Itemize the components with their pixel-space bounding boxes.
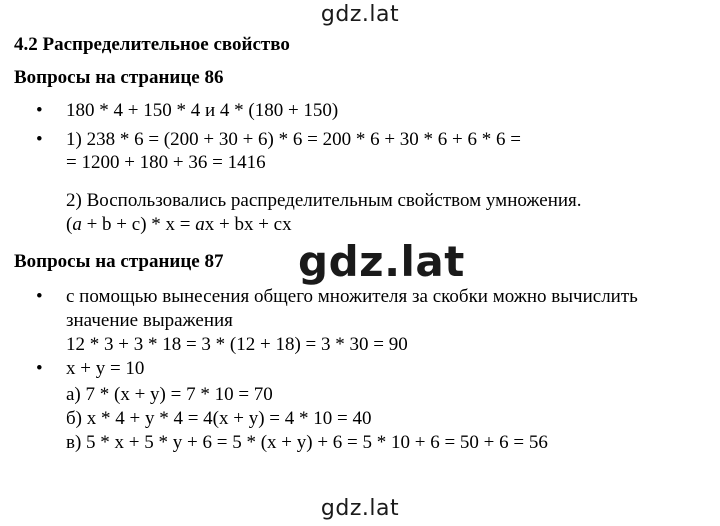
watermark-bottom: gdz.lat	[320, 496, 400, 521]
heading-page-87: Вопросы на странице 87	[14, 251, 224, 272]
watermark-top: gdz.lat	[320, 2, 400, 27]
formula-var-a2: a	[195, 214, 205, 235]
p87-q1-line3: 12 * 3 + 3 * 18 = 3 * (12 + 18) = 3 * 30 = 90	[66, 334, 408, 355]
p87-q2-a: а) 7 * (x + y) = 7 * 10 = 70	[66, 384, 273, 405]
p86-q2-point2: 2) Воспользовались распределительным свойством умножения.	[66, 190, 582, 211]
p86-q1-text: 180 * 4 + 150 * 4 и 4 * (180 + 150)	[66, 100, 339, 121]
p86-formula	[66, 214, 292, 236]
section-title: 4.2 Распределительное свойство	[14, 34, 290, 55]
p87-q2-b: б) x * 4 + y * 4 = 4(x + y) = 4 * 10 = 40	[66, 408, 372, 429]
formula-part2: x + bx + cx	[204, 214, 292, 235]
formula-part1: + b + c) * x =	[81, 214, 196, 235]
formula-open-paren: (	[66, 214, 73, 235]
p87-q2-c: в) 5 * x + 5 * y + 6 = 5 * (x + y) + 6 = 5 * 10 + 6 = 50 + 6 = 56	[66, 432, 548, 453]
p86-q2-line2: = 1200 + 180 + 36 = 1416	[66, 152, 266, 173]
watermark-middle: gdz.lat	[298, 237, 465, 286]
p86-q2-line1: 1) 238 * 6 = (200 + 30 + 6) * 6 = 200 * 6 + 30 * 6 + 6 * 6 =	[66, 129, 521, 150]
p87-q2-line1: x + y = 10	[66, 358, 145, 379]
heading-page-86: Вопросы на странице 86	[14, 67, 224, 88]
bullet-icon: •	[36, 286, 43, 307]
formula-var-a: a	[72, 214, 82, 235]
p87-q1-line2: значение выражения	[66, 310, 233, 331]
bullet-icon: •	[36, 358, 43, 379]
bullet-icon: •	[36, 129, 43, 150]
p87-q1-line1: с помощью вынесения общего множителя за скобки можно вычислить	[66, 286, 638, 307]
bullet-icon: •	[36, 100, 43, 121]
